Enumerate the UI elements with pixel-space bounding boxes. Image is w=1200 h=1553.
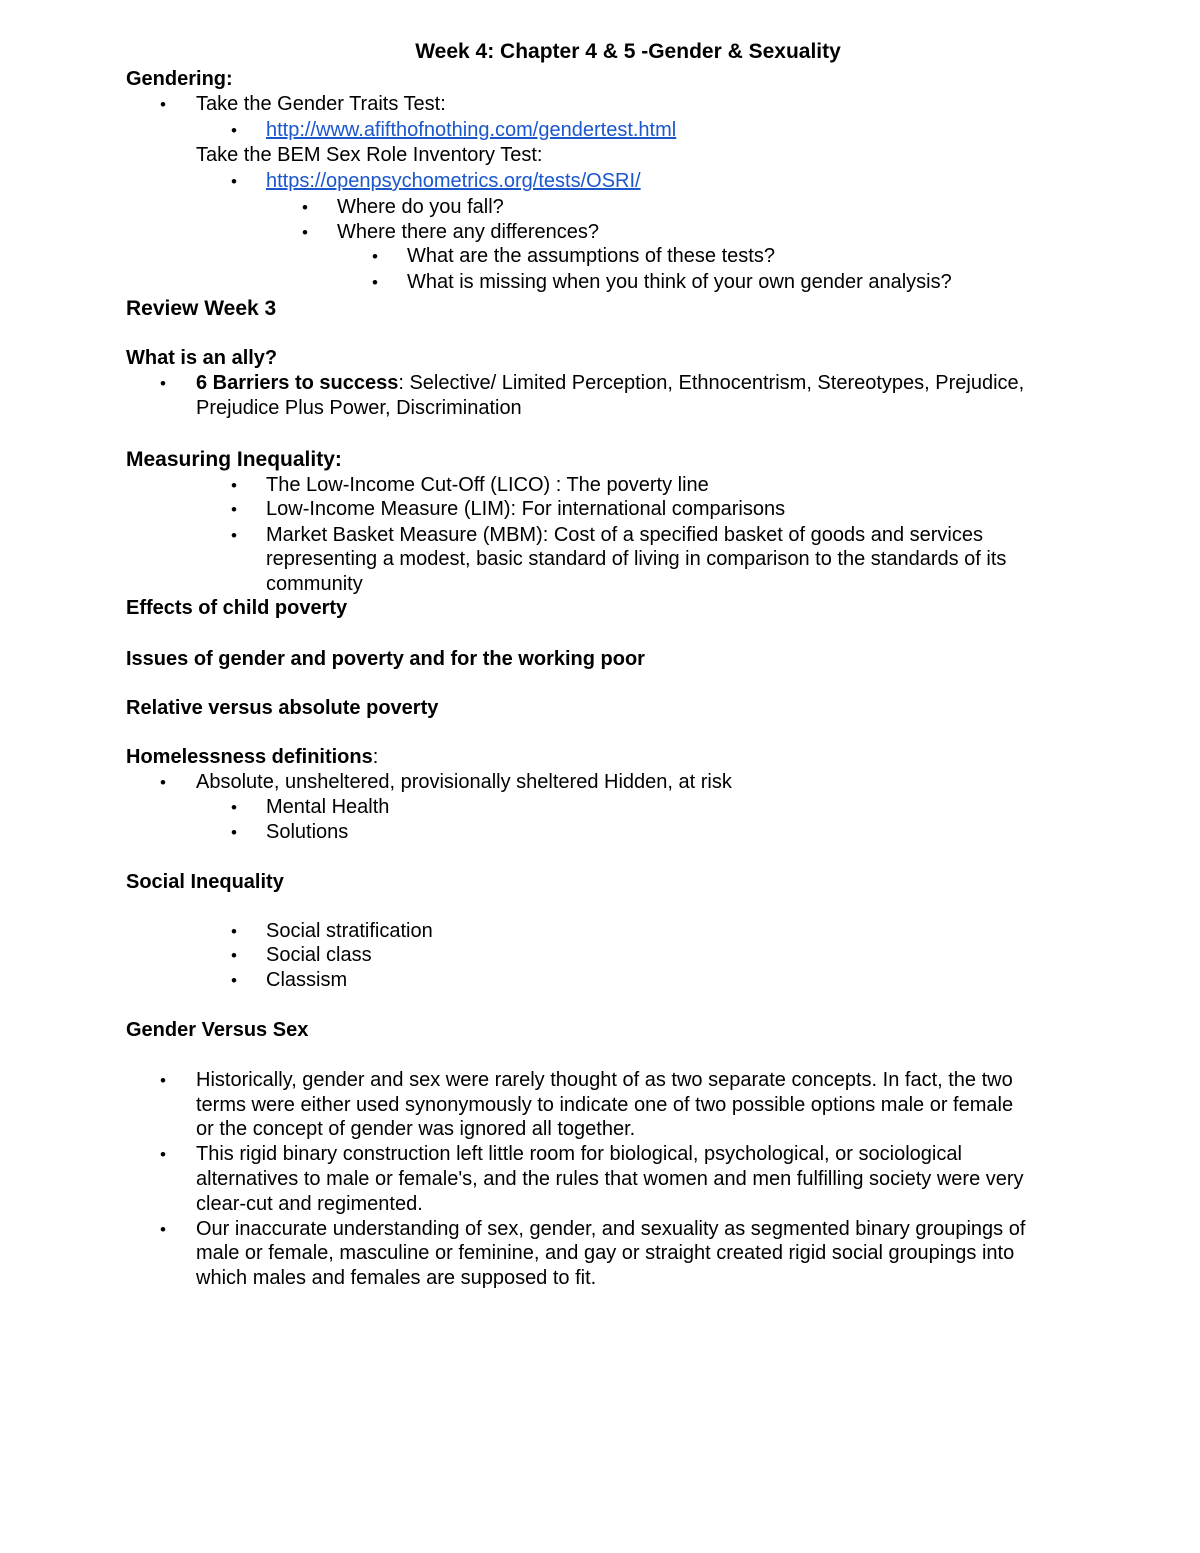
mbm-continuation: community bbox=[266, 573, 363, 595]
review-heading: Review Week 3 bbox=[126, 297, 277, 320]
paragraph-line: which males and females are supposed to fit. bbox=[196, 1267, 597, 1289]
bullet-icon: • bbox=[231, 172, 237, 191]
relative-poverty-heading: Relative versus absolute poverty bbox=[126, 697, 439, 719]
bullet-icon: • bbox=[160, 1145, 166, 1164]
bullet-icon: • bbox=[372, 273, 378, 292]
paragraph-line: alternatives to male or female's, and the rules that women and men fulfilling society were very bbox=[196, 1168, 1024, 1190]
bullet-icon: • bbox=[231, 823, 237, 842]
bullet-icon: • bbox=[231, 121, 237, 140]
paragraph-line: male or female, masculine or feminine, and gay or straight created rigid social groupings into bbox=[196, 1242, 1015, 1264]
bem-test-line: Take the BEM Sex Role Inventory Test: bbox=[196, 144, 543, 166]
bullet-icon: • bbox=[160, 1220, 166, 1239]
bullet-icon: • bbox=[160, 1071, 166, 1090]
bullet-icon: • bbox=[302, 198, 308, 217]
child-poverty-heading: Effects of child poverty bbox=[126, 597, 348, 619]
document-page: Week 4: Chapter 4 & 5 -Gender & Sexuality Gendering: • Take the Gender Traits Test: • http://www.afifthofnothing.com/gendertest.html Take the BEM Sex Role Inventory Test: • https://openpsychometrics.org/tests/OSRI/ • Where do you fall? • Where there any differences? • What are the assumptions of these tests? • What is missing when you think of your own gender analysis? Review Week 3 What is an ally? • 6 Barriers to success: Selective/ Limited Perception, Ethnocentrism, Stereotypes, Prejudice, Prejudice Plus Power, Discrimination Measuring Inequality: • The Low-Income Cut-Off (LICO) : The poverty line • Low-Income Measure (LIM): For international comparisons • Market Basket Measure (MBM): Cost of a specified basket of goods and services representing a modest, basic standard of living in comparison to the standards of its community Effects of child poverty Issues of gender and poverty and for the working poor Relative versus absolute poverty Homelessness definitions: • Absolute, unsheltered, provisionally sheltered Hidden, at risk • Mental Health • Solutions Social Inequality • Social stratification • Social class • Classism Gender Versus Sex • Historically, gender and sex were rarely thought of as two separate concepts. In fact, the two terms were either used synonymously to indicate one of two possible options male or female or the concept of gender was ignored all together. • This rigid binary construction left little room for biological, psychological, or sociological alternatives to male or female's, and the rules that women and men fulfilling society were very clear-cut and regimented. • Our inaccurate understanding of sex, gender, and sexuality as segmented binary groupings of male or female, masculine or feminine, and gay or straight created rigid social groupings into which males and females are supposed to fit. bbox=[0, 0, 1200, 1553]
gendering-heading: Gendering: bbox=[126, 68, 233, 90]
bullet-icon: • bbox=[372, 247, 378, 266]
paragraph-line: terms were either used synonymously to indicate one of two possible options male or female bbox=[196, 1094, 1014, 1116]
page-title: Week 4: Chapter 4 & 5 -Gender & Sexuality bbox=[415, 40, 841, 63]
barriers-continuation: Prejudice Plus Power, Discrimination bbox=[196, 397, 522, 419]
barriers-label: 6 Barriers to success bbox=[196, 372, 399, 394]
measuring-heading: Measuring Inequality: bbox=[126, 448, 342, 471]
osri-test-link[interactable]: https://openpsychometrics.org/tests/OSRI/ bbox=[266, 170, 641, 192]
bullet-icon: • bbox=[231, 922, 237, 941]
gender-test-link[interactable]: http://www.afifthofnothing.com/gendertest.html bbox=[266, 119, 677, 141]
bullet-icon: • bbox=[231, 476, 237, 495]
bullet-icon: • bbox=[231, 798, 237, 817]
bullet-icon: • bbox=[231, 971, 237, 990]
gender-poverty-heading: Issues of gender and poverty and for the working poor bbox=[126, 648, 645, 670]
bullet-icon: • bbox=[302, 223, 308, 242]
paragraph-line: or the concept of gender was ignored all together. bbox=[196, 1118, 636, 1140]
paragraph-line: clear-cut and regimented. bbox=[196, 1193, 423, 1215]
gender-versus-sex-heading: Gender Versus Sex bbox=[126, 1019, 309, 1041]
ally-heading: What is an ally? bbox=[126, 347, 278, 369]
mbm-continuation: representing a modest, basic standard of living in comparison to the standards of its bbox=[266, 548, 1007, 570]
bullet-icon: • bbox=[231, 500, 237, 519]
bullet-icon: • bbox=[160, 773, 166, 792]
social-inequality-heading: Social Inequality bbox=[126, 871, 284, 893]
bullet-icon: • bbox=[160, 95, 166, 114]
bullet-icon: • bbox=[231, 946, 237, 965]
bullet-icon: • bbox=[160, 374, 166, 393]
bullet-icon: • bbox=[231, 526, 237, 545]
homelessness-heading: Homelessness definitions: bbox=[126, 746, 379, 768]
